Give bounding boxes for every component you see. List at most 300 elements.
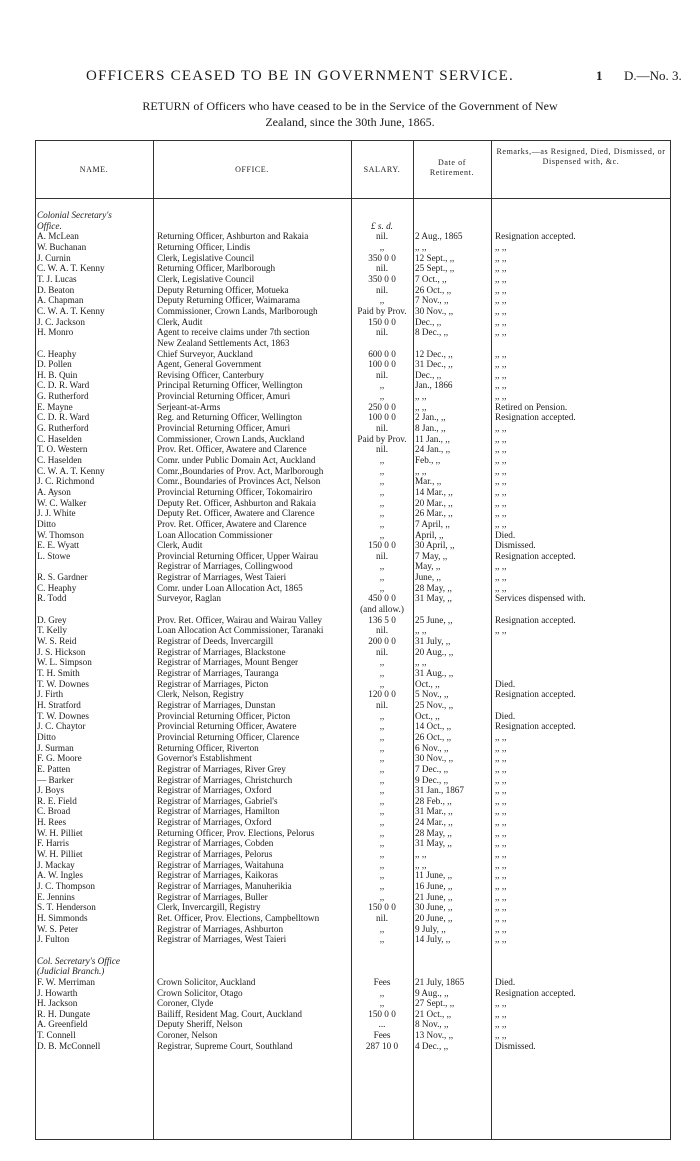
cell-remarks: ,, ,,	[495, 455, 507, 465]
cell-office: Registrar of Marriages, Hamilton	[157, 806, 280, 817]
table-row	[35, 753, 671, 764]
cell-date: 28 May, ,,	[415, 827, 452, 838]
cell-date: Mar., ,,	[415, 476, 442, 487]
cell-name: H. Stratford	[37, 699, 81, 710]
table-row	[35, 402, 671, 413]
cell-remarks: ,, ,,	[495, 763, 507, 774]
cell-office: Surveyor, Raglan	[157, 593, 221, 604]
cell-date: 31 May, ,,	[415, 593, 452, 604]
cell-office: Comr.,Boundaries of Prov. Act, Marlborough	[157, 465, 324, 476]
cell-remarks: ,, ,,	[495, 486, 507, 497]
cell-date: 27 Sept., ,,	[415, 998, 455, 1009]
cell-name: Col. Secretary's Office	[37, 955, 121, 966]
section-heading	[35, 966, 671, 977]
cell-date: 9 July, ,,	[415, 923, 446, 934]
cell-remarks: ,, ,,	[495, 295, 507, 306]
table-row	[35, 945, 671, 956]
cell-office: Serjeant-at-Arms	[157, 401, 221, 412]
cell-remarks: Died.	[495, 678, 516, 689]
cell-salary: 150 0 0	[368, 540, 396, 551]
cell-date: 31 July, ,,	[415, 636, 451, 646]
cell-date: ,, ,,	[415, 391, 427, 402]
cell-date: 30 April, ,,	[415, 540, 455, 551]
table-row	[35, 721, 671, 732]
table-row	[35, 796, 671, 807]
cell-office: Provincial Returning Officer, Upper Wairau	[157, 550, 319, 561]
table-row	[35, 828, 671, 839]
cell-date: 25 June, ,,	[415, 614, 453, 625]
cell-name: W. C. Walker	[37, 497, 87, 508]
cell-salary: ,,	[379, 455, 385, 465]
table-row	[35, 423, 671, 434]
table-row	[35, 359, 671, 370]
cell-office: Registrar of Marriages, Ashburton	[157, 923, 284, 934]
cell-date: 21 June, ,,	[415, 891, 453, 902]
cell-office: Provincial Returning Officer, Clarence	[157, 731, 300, 742]
page-title: OFFICERS CEASED TO BE IN GOVERNMENT SERVICE.	[86, 68, 514, 84]
cell-salary: ,,	[379, 561, 385, 572]
cell-name: J. Firth	[37, 689, 64, 700]
cell-date: 6 Nov., ,,	[415, 742, 449, 753]
cell-office: Provincial Returning Officer, Amuri	[157, 391, 291, 402]
table-row	[35, 572, 671, 583]
cell-date: 2 Aug., 1865	[415, 231, 463, 242]
cell-salary: ,,	[379, 763, 385, 774]
cell-office: Governor's Establishment	[157, 753, 252, 764]
cell-office: Clerk, Audit	[157, 540, 203, 551]
cell-date: ,, ,,	[415, 657, 427, 668]
cell-remarks: ,, ,,	[495, 263, 507, 274]
cell-salary: ,,	[379, 508, 385, 519]
cell-salary: ,,	[379, 486, 385, 497]
cell-office: Comr., Boundaries of Provinces Act, Nelson	[157, 476, 321, 487]
cell-date: Dec., ,,	[415, 369, 442, 380]
table-row	[35, 838, 671, 849]
cell-date: 7 Nov., ,,	[415, 295, 449, 306]
cell-remarks: ,, ,,	[495, 625, 507, 636]
cell-office: Crown Solicitor, Otago	[157, 987, 243, 998]
cell-salary: 150 0 0	[368, 316, 396, 327]
cell-date: 11 June, ,,	[415, 870, 453, 881]
table-row	[35, 327, 671, 338]
cell-office: Coroner, Clyde	[157, 998, 214, 1009]
cell-salary: ,,	[379, 582, 385, 593]
cell-remarks: ,, ,,	[495, 817, 507, 828]
cell-date: 31 May, ,,	[415, 838, 452, 849]
cell-salary: ,,	[379, 870, 385, 881]
cell-date: ,, ,,	[415, 242, 427, 252]
cell-salary: nil.	[376, 625, 388, 636]
cell-date: 21 July, 1865	[415, 976, 465, 987]
cell-salary: 350 0 0	[368, 252, 396, 263]
cell-date: 14 Mar., ,,	[415, 486, 453, 497]
cell-office: Registrar of Marriages, River Grey	[157, 763, 286, 774]
table-row	[35, 561, 671, 572]
cell-date: 31 Jan., 1867	[415, 785, 464, 796]
cell-remarks: ,, ,,	[495, 859, 507, 870]
cell-office: Provincial Returning Officer, Awatere	[157, 721, 297, 732]
table-row	[35, 444, 671, 455]
cell-office: Registrar of Marriages, Oxford	[157, 785, 272, 796]
cell-remarks: ,, ,,	[495, 849, 507, 859]
cell-name: J. C. Chaytor	[37, 721, 86, 732]
table-row	[35, 902, 671, 913]
cell-office: Returning Officer, Lindis	[157, 242, 251, 252]
cell-salary: 600 0 0	[368, 348, 396, 359]
cell-salary: ,,	[379, 795, 385, 806]
cell-salary: ,,	[379, 668, 385, 678]
cell-name: F. G. Moore	[37, 753, 82, 764]
table-row	[35, 615, 671, 626]
cell-salary: ,,	[379, 731, 385, 742]
table-row	[35, 924, 671, 935]
cell-name: C. W. A. T. Kenny	[37, 305, 105, 316]
table-row	[35, 1009, 671, 1020]
cell-name: C. Haselden	[37, 433, 82, 444]
cell-date: 28 May, ,,	[415, 582, 452, 593]
cell-salary: ,,	[379, 529, 385, 540]
cell-office: Bailiff, Resident Mag. Court, Auckland	[157, 1008, 303, 1019]
cell-salary: 136 5 0	[368, 614, 396, 625]
cell-name: Office.	[37, 220, 62, 231]
cell-remarks: Services dispensed with.	[495, 593, 586, 604]
cell-remarks: ,, ,,	[495, 912, 507, 923]
document-reference: D.—No. 3.	[624, 68, 682, 83]
officers-table	[35, 140, 671, 1140]
cell-name: H. Rees	[37, 817, 67, 828]
table-row	[35, 551, 671, 562]
cell-name: L. Stowe	[37, 550, 71, 561]
cell-office: Deputy Sheriff, Nelson	[157, 1019, 243, 1030]
cell-salary: ,,	[379, 465, 385, 476]
cell-name: E. Mayne	[37, 401, 73, 412]
cell-office: Deputy Ret. Officer, Ashburton and Rakaia	[157, 497, 316, 508]
table-row	[35, 689, 671, 700]
cell-salary: ,,	[379, 891, 385, 902]
cell-office: Registrar of Marriages, Buller	[157, 891, 268, 902]
table-row	[35, 306, 671, 317]
cell-office: Prov. Ret. Officer, Awatere and Clarence	[157, 518, 307, 529]
cell-salary: ,,	[379, 380, 385, 391]
cell-salary: 200 0 0	[368, 636, 396, 646]
cell-salary: ,,	[379, 572, 385, 583]
cell-office: Clerk, Legislative Council	[157, 273, 255, 284]
cell-remarks: ,, ,,	[495, 934, 507, 945]
cell-salary: ,,	[379, 242, 385, 252]
cell-date: 24 Jan., ,,	[415, 444, 451, 455]
cell-office: Registrar of Marriages, Oxford	[157, 817, 272, 828]
table-row	[35, 466, 671, 477]
cell-remarks: ,, ,,	[495, 327, 507, 338]
cell-office: Provincial Returning Officer, Picton	[157, 710, 291, 721]
cell-name: C. Broad	[37, 806, 71, 817]
cell-salary: ,,	[379, 934, 385, 945]
cell-remarks: Resignation accepted.	[495, 721, 576, 732]
cell-date: Feb., ,,	[415, 455, 441, 465]
cell-name: J. J. White	[37, 508, 76, 519]
table-row	[35, 849, 671, 860]
cell-remarks: Resignation accepted.	[495, 689, 576, 700]
cell-date: 24 Mar., ,,	[415, 817, 453, 828]
cell-office: Registrar of Marriages, Gabriel's	[157, 795, 278, 806]
cell-name: C. W. A. T. Kenny	[37, 465, 105, 476]
cell-date: ,, ,,	[415, 849, 427, 859]
cell-name: E. Patten	[37, 763, 71, 774]
cell-name: J. Curnin	[37, 252, 71, 263]
cell-name: R. E. Field	[37, 795, 77, 806]
table-row	[35, 412, 671, 423]
cell-salary: nil.	[376, 912, 388, 923]
cell-date: 26 Oct., ,,	[415, 284, 452, 295]
cell-salary: nil.	[376, 231, 388, 242]
cell-salary: ,,	[379, 806, 385, 817]
table-bottom-rule	[35, 1139, 671, 1140]
cell-salary: ,,	[379, 998, 385, 1009]
cell-salary: nil.	[376, 423, 388, 433]
cell-office: Registrar of Marriages, Christchurch	[157, 774, 293, 785]
cell-remarks: ,, ,,	[495, 316, 507, 327]
cell-remarks: ,, ,,	[495, 273, 507, 284]
table-row	[35, 870, 671, 881]
cell-remarks: ,, ,,	[495, 731, 507, 742]
table-row	[35, 860, 671, 871]
cell-remarks: ,, ,,	[495, 753, 507, 764]
table-row	[35, 370, 671, 381]
table-row	[35, 274, 671, 285]
cell-office: Comr. under Loan Allocation Act, 1865	[157, 582, 303, 593]
cell-salary: ,,	[379, 518, 385, 529]
table-row	[35, 711, 671, 722]
cell-name: W. Thomson	[37, 529, 84, 540]
cell-salary: ,,	[379, 785, 385, 796]
cell-date: 31 Mar., ,,	[415, 806, 453, 817]
cell-remarks: Resignation accepted.	[495, 550, 576, 561]
cell-remarks: ,, ,,	[495, 380, 507, 391]
cell-office: Clerk, Invercargill, Registry	[157, 902, 261, 913]
cell-date: 7 April, ,,	[415, 518, 450, 529]
cell-salary: 287 10 0	[365, 1040, 399, 1051]
cell-name: (Judicial Branch.)	[37, 966, 105, 977]
cell-name: R. S. Gardner	[37, 572, 88, 583]
table-row	[35, 487, 671, 498]
cell-remarks: ,, ,,	[495, 572, 507, 583]
cell-name: A. Greenfield	[37, 1019, 88, 1030]
cell-salary: ,,	[379, 774, 385, 785]
table-row	[35, 455, 671, 466]
cell-date: 9 Dec., ,,	[415, 774, 449, 785]
table-row	[35, 391, 671, 402]
cell-name: W. L. Simpson	[37, 657, 92, 668]
cell-name: R. Todd	[37, 593, 67, 604]
cell-remarks: ,, ,,	[495, 369, 507, 380]
cell-remarks: ,, ,,	[495, 774, 507, 785]
cell-office: Registrar of Marriages, Collingwood	[157, 561, 293, 572]
table-row	[35, 508, 671, 519]
table-row	[35, 338, 671, 349]
cell-office: Registrar of Marriages, Cobden	[157, 838, 274, 849]
cell-date: April, ,,	[415, 529, 444, 540]
cell-salary: ,,	[379, 678, 385, 689]
cell-office: Clerk, Nelson, Registry	[157, 689, 244, 700]
cell-remarks: ,, ,,	[495, 1019, 507, 1030]
cell-name: T. Kelly	[37, 625, 67, 636]
cell-name: H. Monro	[37, 327, 74, 338]
cell-date: 7 Oct., ,,	[415, 273, 447, 284]
cell-remarks: ,, ,,	[495, 795, 507, 806]
cell-office: Agent to receive claims under 7th section	[157, 327, 310, 338]
cell-remarks: ,, ,,	[495, 827, 507, 838]
cell-remarks: ,, ,,	[495, 902, 507, 913]
page-number: 1	[596, 68, 603, 83]
cell-remarks: ,, ,,	[495, 465, 507, 476]
cell-remarks: ,, ,,	[495, 476, 507, 487]
cell-date: 31 Aug., ,,	[415, 668, 454, 678]
cell-date: 20 June, ,,	[415, 912, 453, 923]
cell-date: 20 Mar., ,,	[415, 497, 453, 508]
cell-date: 8 Nov., ,,	[415, 1019, 449, 1030]
cell-salary: ,,	[379, 827, 385, 838]
cell-office: Registrar of Marriages, Waitahuna	[157, 859, 284, 870]
cell-office: Registrar of Marriages, Tauranga	[157, 668, 279, 678]
cell-office: Returning Officer, Prov. Elections, Pelorus	[157, 827, 315, 838]
cell-remarks: ,, ,,	[495, 252, 507, 263]
cell-salary: nil.	[376, 550, 388, 561]
cell-remarks: Dismissed.	[495, 1040, 536, 1051]
table-row	[35, 934, 671, 945]
cell-salary: nil.	[376, 284, 388, 295]
table-row	[35, 700, 671, 711]
table-row	[35, 540, 671, 551]
cell-date: 12 Sept., ,,	[415, 252, 455, 263]
cell-remarks: ,, ,,	[495, 433, 507, 444]
cell-name: F. W. Merriman	[37, 976, 95, 987]
cell-salary: ,,	[379, 987, 385, 998]
cell-date: 5 Nov., ,,	[415, 689, 449, 700]
cell-remarks: ,, ,,	[495, 582, 507, 593]
col-header-office: OFFICE.	[235, 165, 269, 174]
cell-salary: nil.	[376, 327, 388, 338]
cell-date: 4 Dec., ,,	[415, 1040, 449, 1051]
table-row	[35, 625, 671, 636]
col-header-date: Date of Retirement.	[429, 158, 475, 177]
cell-date: 8 Dec., ,,	[415, 327, 449, 338]
cell-office: Agent, General Government	[157, 359, 262, 370]
cell-name: C. D. R. Ward	[37, 380, 90, 391]
cell-date: 16 June, ,,	[415, 881, 453, 891]
cell-remarks: ,, ,,	[495, 838, 507, 849]
cell-date: Dec., ,,	[415, 316, 442, 327]
cell-name: J. Fulton	[37, 934, 70, 945]
cell-remarks: Dismissed.	[495, 540, 536, 551]
cell-name: H. B. Quin	[37, 369, 78, 380]
cell-office: Returning Officer, Ashburton and Rakaia	[157, 231, 309, 242]
cell-office: Registrar of Marriages, West Taieri	[157, 934, 287, 945]
cell-remarks: ,, ,,	[495, 891, 507, 902]
cell-office: Deputy Ret. Officer, Awatere and Clarence	[157, 508, 315, 519]
cell-name: W. H. Pilliet	[37, 849, 83, 859]
cell-name: G. Rutherford	[37, 391, 89, 402]
cell-remarks: ,, ,,	[495, 444, 507, 455]
cell-date: 13 Nov., ,,	[415, 1030, 454, 1041]
cell-remarks: Died.	[495, 976, 516, 987]
cell-office: Clerk, Legislative Council	[157, 252, 255, 263]
cell-date: 25 Sept., ,,	[415, 263, 455, 274]
cell-date: 2 Jan., ,,	[415, 412, 446, 423]
cell-name: D. Beaton	[37, 284, 75, 295]
cell-office: Provincial Returning Officer, Amuri	[157, 423, 291, 433]
cell-name: J. C. Richmond	[37, 476, 95, 487]
table-row	[35, 476, 671, 487]
cell-salary: Paid by Prov.	[357, 305, 407, 316]
table-row	[35, 977, 671, 988]
cell-office: Loan Allocation Act Commissioner, Taranaki	[157, 625, 324, 636]
cell-remarks: ,, ,,	[495, 242, 507, 252]
cell-remarks: ,, ,,	[495, 923, 507, 934]
cell-remarks: ,, ,,	[495, 508, 507, 519]
header-rule	[35, 198, 671, 199]
cell-remarks: ,, ,,	[495, 359, 507, 370]
col-header-salary: SALARY.	[363, 165, 401, 174]
table-row	[35, 530, 671, 541]
cell-name: W. H. Pilliet	[37, 827, 83, 838]
table-row	[35, 263, 671, 274]
cell-date: 20 Aug., ,,	[415, 646, 454, 657]
table-row	[35, 817, 671, 828]
cell-date: June, ,,	[415, 572, 442, 583]
cell-office: Coroner, Nelson	[157, 1030, 218, 1041]
cell-remarks: Resignation accepted.	[495, 231, 576, 242]
cell-salary: 120 0 0	[368, 689, 396, 700]
cell-salary: ,,	[379, 849, 385, 859]
cell-office: Registrar of Marriages, Pelorus	[157, 849, 273, 859]
cell-salary: nil.	[376, 444, 388, 455]
cell-date: 14 July, ,,	[415, 934, 451, 945]
cell-date: Jan., 1866	[415, 380, 453, 391]
cell-office: Registrar of Marriages, West Taieri	[157, 572, 287, 583]
cell-name: D. Grey	[37, 614, 67, 625]
cell-name: J. S. Hickson	[37, 646, 86, 657]
cell-office: Registrar of Marriages, Manuherikia	[157, 881, 292, 891]
cell-remarks: Died.	[495, 529, 516, 540]
table-row	[35, 679, 671, 690]
cell-office: Registrar of Marriages, Blackstone	[157, 646, 286, 657]
cell-date: 26 Oct., ,,	[415, 731, 452, 742]
cell-date: 25 Nov., ,,	[415, 699, 454, 710]
cell-name: T. W. Downes	[37, 678, 89, 689]
cell-office: Registrar, Supreme Court, Southland	[157, 1040, 293, 1051]
cell-remarks: ,, ,,	[495, 391, 507, 402]
cell-date: 26 Mar., ,,	[415, 508, 453, 519]
table-top-rule	[35, 140, 671, 141]
cell-salary: 100 0 0	[368, 359, 396, 370]
cell-name: C. Heaphy	[37, 348, 77, 359]
cell-office: Prov. Ret. Officer, Wairau and Wairau Valley	[157, 614, 323, 625]
cell-salary: Fees	[373, 1030, 391, 1041]
cell-salary: ,,	[379, 497, 385, 508]
return-heading	[60, 98, 640, 130]
table-row	[35, 657, 671, 668]
cell-salary: ,,	[379, 859, 385, 870]
cell-date: Oct., ,,	[415, 710, 440, 721]
cell-remarks: Resignation accepted.	[495, 614, 576, 625]
cell-office: New Zealand Settlements Act, 1863	[157, 337, 290, 348]
cell-office: Prov. Ret. Officer, Awatere and Clarence	[157, 444, 307, 455]
cell-name: Colonial Secretary's	[37, 210, 112, 220]
table-row	[35, 998, 671, 1009]
table-row	[35, 636, 671, 647]
cell-salary: 350 0 0	[368, 273, 396, 284]
cell-name: J. C. Jackson	[37, 316, 85, 327]
